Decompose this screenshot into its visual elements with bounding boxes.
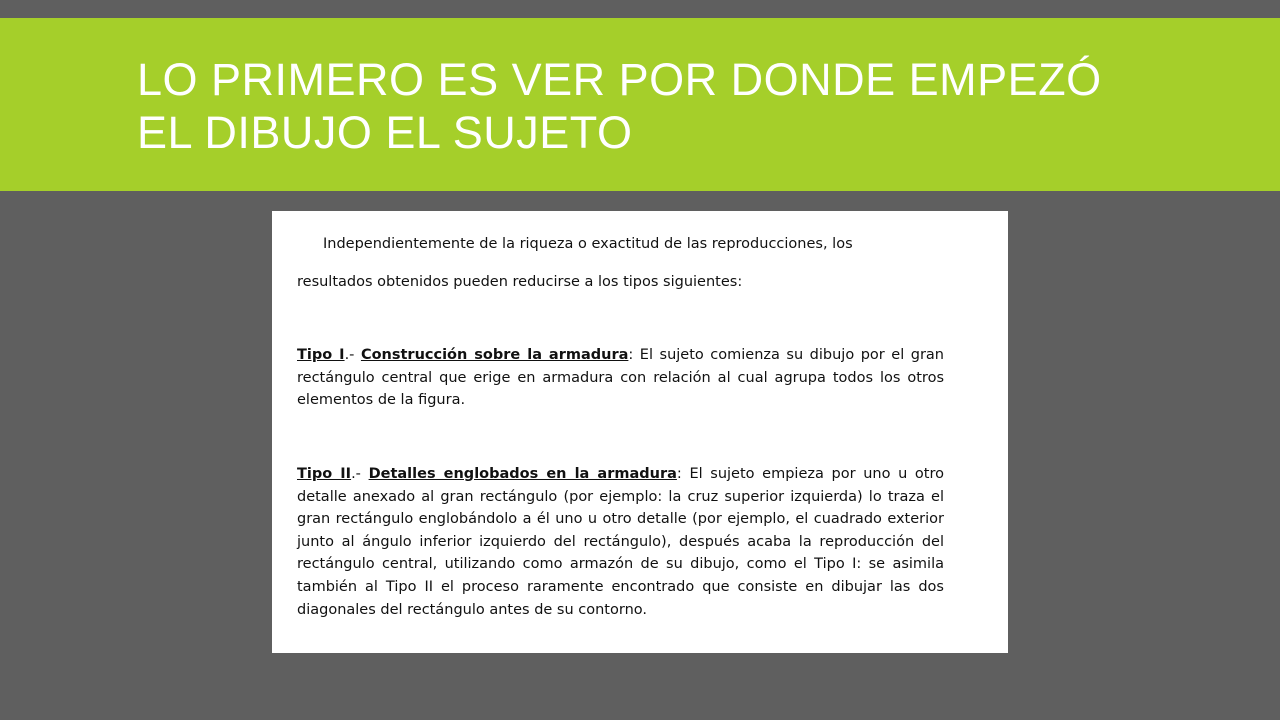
tipo-2-label: Tipo II [297, 466, 352, 482]
intro-line-2: resultados obtenidos pueden reducirse a los tipos siguientes: [297, 274, 743, 290]
tipo-1-paragraph [297, 344, 944, 412]
slide-title [137, 53, 1177, 159]
tipo-1-heading: Construcción sobre la armadura [360, 347, 629, 363]
tipo-1-label: Tipo I [297, 347, 345, 363]
tipo-2-paragraph [297, 463, 944, 621]
slide-title-line-2: EL DIBUJO EL SUJETO [137, 107, 633, 158]
intro-line-1: Independientemente de la riqueza o exactitud de las reproducciones, los [323, 236, 853, 252]
tipo-1-body: : El sujeto comienza su dibujo por el gran rectángulo central que erige en armadura con relación al cual agrupa todos los otros elementos de la figura. [297, 347, 944, 409]
slide-title-line-1: LO PRIMERO ES VER POR DONDE EMPEZÓ [137, 54, 1102, 105]
tipo-2-body: : El sujeto empieza por uno u otro detalle anexado al gran rectángulo (por ejemplo: la cruz superior izquierda) lo traza el gran rectángulo englobándolo a él uno u otro detalle (por ejemplo, el cuadrado exterior junto al ángulo inferior izquierdo del rectángulo), después acaba la reproducción del rectángulo central, utilizando como armazón de su dibujo, como el Tipo I: se asimila también al Tipo II el proceso raramente encontrado que consiste en dibujar las dos diagonales del rectángulo antes de su contorno. [297, 466, 945, 618]
tipo-1-separator: .- [344, 347, 361, 363]
tipo-2-heading: Detalles englobados en la armadura [368, 466, 677, 482]
tipo-2-separator: .- [351, 466, 369, 482]
document-image [272, 211, 1008, 653]
